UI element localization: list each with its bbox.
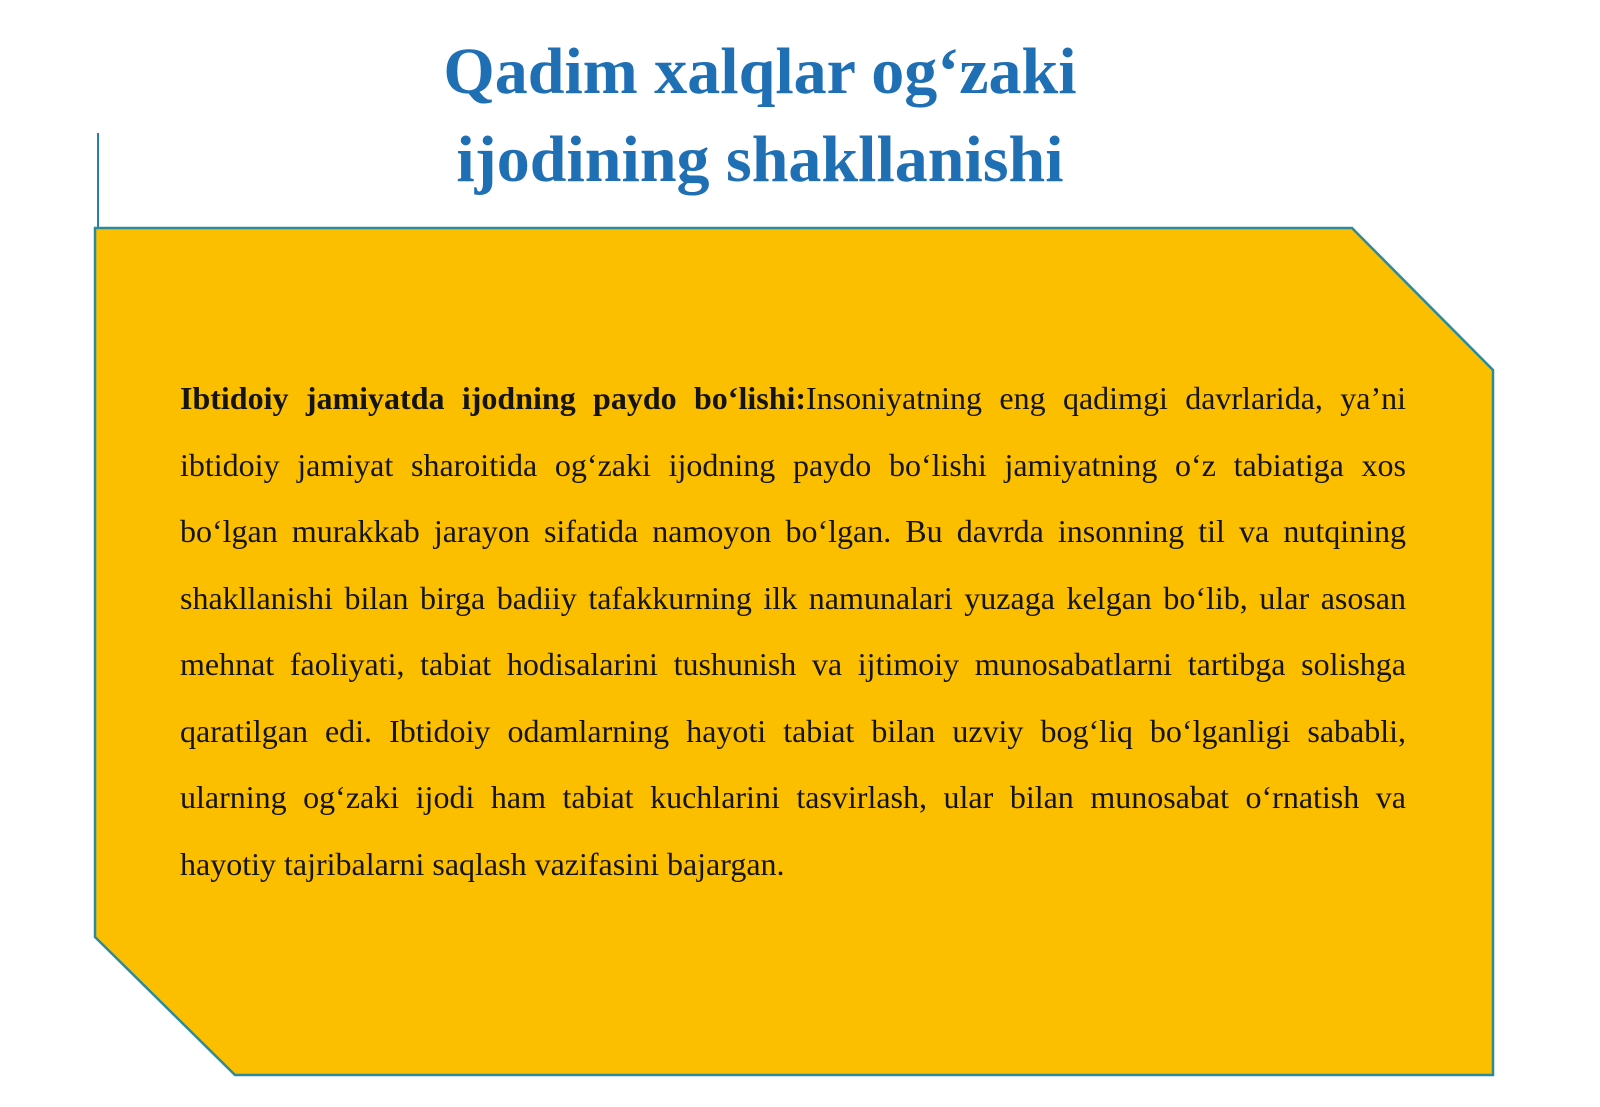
slide-title-line-1: Qadim xalqlar og‘zaki xyxy=(443,35,1077,108)
panel-heading: Ibtidoiy jamiyatda ijodning paydo bo‘lishi: xyxy=(180,380,807,416)
slide-title-line-2: ijodining shakllanishi xyxy=(456,123,1064,196)
panel-body-text: Insoniyatning eng qadimgi davrlarida, ya’ni ibtidoiy jamiyat sharoitida og‘zaki ijodning paydo bo‘lishi jamiyatning o‘z tabiatiga xos bo‘lgan murakkab jarayon sifatida namoyon bo‘lgan. Bu davrda insonning til va nutqining shakllanishi bilan birga badiiy tafakkurning ilk namunalari yuzaga kelgan bo‘lib, ular asosan mehnat faoliyati, tabiat hodisalarini tushunish va ijtimoiy munosabatlarni tartibga solishga qaratilgan edi. Ibtidoiy odamlarning hayoti tabiat bilan uzviy bog‘liq bo‘lganligi sababli, ularning og‘zaki ijodi ham tabiat kuchlarini tasvirlash, ular bilan munosabat o‘rnatish va hayotiy tajribalarni saqlash vazifasini bajargan. xyxy=(180,380,1407,882)
panel-paragraph xyxy=(180,365,1406,897)
